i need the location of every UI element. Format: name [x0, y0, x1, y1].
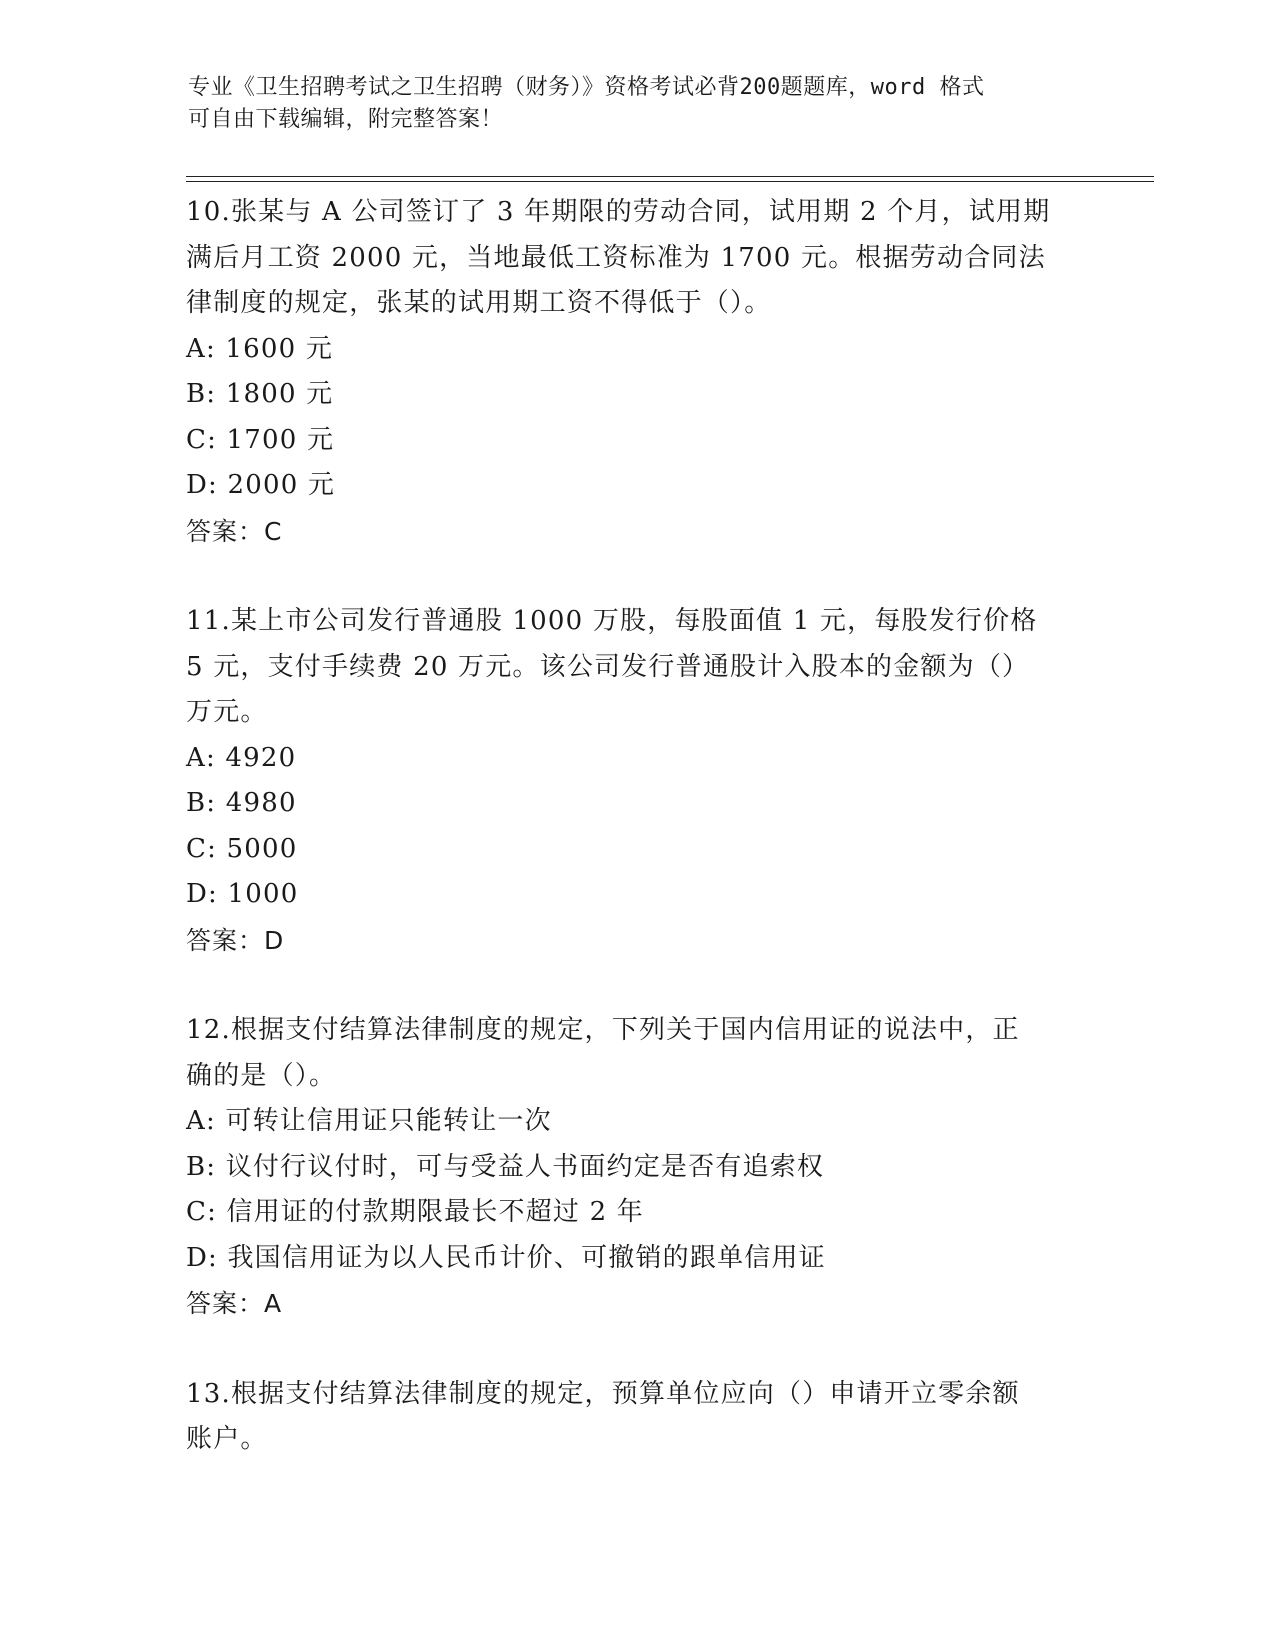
question-stem-line: 确的是（）。: [186, 1060, 337, 1091]
answer-key: 答案：D: [186, 925, 285, 955]
header-divider-top: [186, 176, 1154, 177]
question-11: [186, 599, 1086, 963]
option-d: D: 我国信用证为以人民币计价、可撤销的跟单信用证: [186, 1242, 826, 1273]
option-c: C: 信用证的付款期限最长不超过 2 年: [186, 1197, 644, 1227]
question-stem-line: 12.根据支付结算法律制度的规定，下列关于国内信用证的说法中，正: [186, 1015, 1020, 1045]
option-d: D: 1000: [186, 879, 299, 909]
question-stem-line: 账户。: [186, 1424, 268, 1454]
option-c: C: 5000: [186, 833, 298, 864]
question-stem-line: 万元。: [186, 697, 268, 727]
question-12: [186, 1008, 1086, 1327]
option-b: B: 议付行议付时，可与受益人书面约定是否有追索权: [186, 1151, 825, 1182]
option-b: B: 1800 元: [186, 379, 334, 409]
header-divider-bottom: [186, 181, 1154, 182]
question-10: [186, 190, 1086, 554]
option-d: D: 2000 元: [186, 470, 336, 500]
question-stem-line: 5 元，支付手续费 20 万元。该公司发行普通股计入股本的金额为（）: [186, 651, 1030, 682]
option-b: B: 4980: [186, 788, 297, 818]
option-a: A: 1600 元: [186, 333, 334, 364]
answer-key: 答案：A: [186, 1289, 283, 1318]
question-stem-line: 10.张某与 A 公司签订了 3 年期限的劳动合同，试用期 2 个月，试用期: [186, 197, 1051, 227]
question-spacer: [186, 963, 1086, 1008]
option-a: A: 可转让信用证只能转让一次: [186, 1106, 552, 1136]
answer-key: 答案：C: [186, 516, 283, 546]
question-list: [186, 190, 1086, 1463]
option-c: C: 1700 元: [186, 424, 335, 455]
document-header: [188, 72, 1088, 136]
question-stem-line: 律制度的规定，张某的试用期工资不得低于（）。: [186, 288, 772, 318]
question-stem-line: 13.根据支付结算法律制度的规定，预算单位应向（）申请开立零余额: [186, 1378, 1020, 1409]
question-13: [186, 1372, 1086, 1463]
question-stem-line: 11.某上市公司发行普通股 1000 万股，每股面值 1 元，每股发行价格: [186, 606, 1038, 636]
header-title-line-2: 可自由下载编辑，附完整答案！: [188, 107, 504, 132]
question-stem-line: 满后月工资 2000 元，当地最低工资标准为 1700 元。根据劳动合同法: [186, 242, 1046, 273]
question-spacer: [186, 1327, 1086, 1372]
option-a: A: 4920: [186, 742, 297, 773]
question-spacer: [186, 554, 1086, 599]
header-title-line-1: 专业《卫生招聘考试之卫生招聘（财务）》资格考试必背200题题库，word 格式: [188, 75, 985, 100]
